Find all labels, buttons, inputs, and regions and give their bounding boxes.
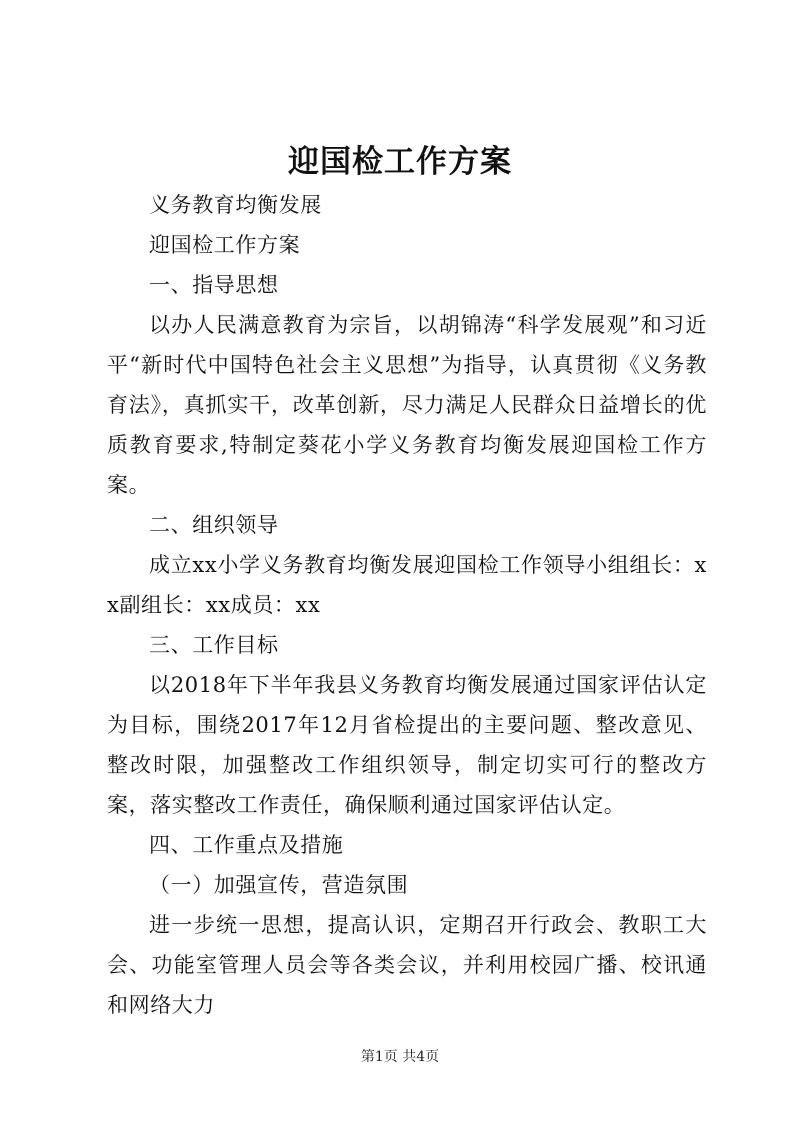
page-number-footer: 第1页 共4页 xyxy=(360,1049,440,1065)
paragraph-guiding-ideology: 以办人民满意教育为宗旨，以胡锦涛“科学发展观”和习近平“新时代中国特色社会主义思想”为指导，认真贯彻《义务教育法》，真抓实干，改革创新，尽力满足人民群众日益增长的优质教育要求,特制定葵花小学义务教育均衡发展迎国检工作方案。 xyxy=(107,313,707,497)
section-heading-work-goals: 三、工作目标 xyxy=(149,633,279,657)
paragraph-work-goals: 以2018年下半年我县义务教育均衡发展通过国家评估认定为目标，围绕2017年12月省检提出的主要问题、整改意见、整改时限，加强整改工作组织领导，制定切实可行的整改方案，落实整改工作责任，确保顺利通过国家评估认定。 xyxy=(107,673,707,817)
section-heading-organization: 二、组织领导 xyxy=(149,513,279,537)
paragraph-subtitle-2: 迎国检工作方案 xyxy=(149,233,301,257)
document-body xyxy=(107,185,707,1025)
paragraph-organization: 成立xx小学义务教育均衡发展迎国检工作领导小组组长：xx副组长：xx成员：xx xyxy=(107,553,707,617)
paragraph-publicity: 进一步统一思想，提高认识，定期召开行政会、教职工大会、功能室管理人员会等各类会议，并利用校园广播、校讯通和网络大力 xyxy=(107,913,707,1017)
paragraph-subtitle-1: 义务教育均衡发展 xyxy=(149,193,322,217)
section-heading-guiding-ideology: 一、指导思想 xyxy=(149,273,279,297)
section-heading-key-measures: 四、工作重点及措施 xyxy=(149,833,344,857)
subsection-heading-publicity: （一）加强宣传，营造氛围 xyxy=(149,873,409,897)
document-title: 迎国检工作方案 xyxy=(288,144,512,180)
